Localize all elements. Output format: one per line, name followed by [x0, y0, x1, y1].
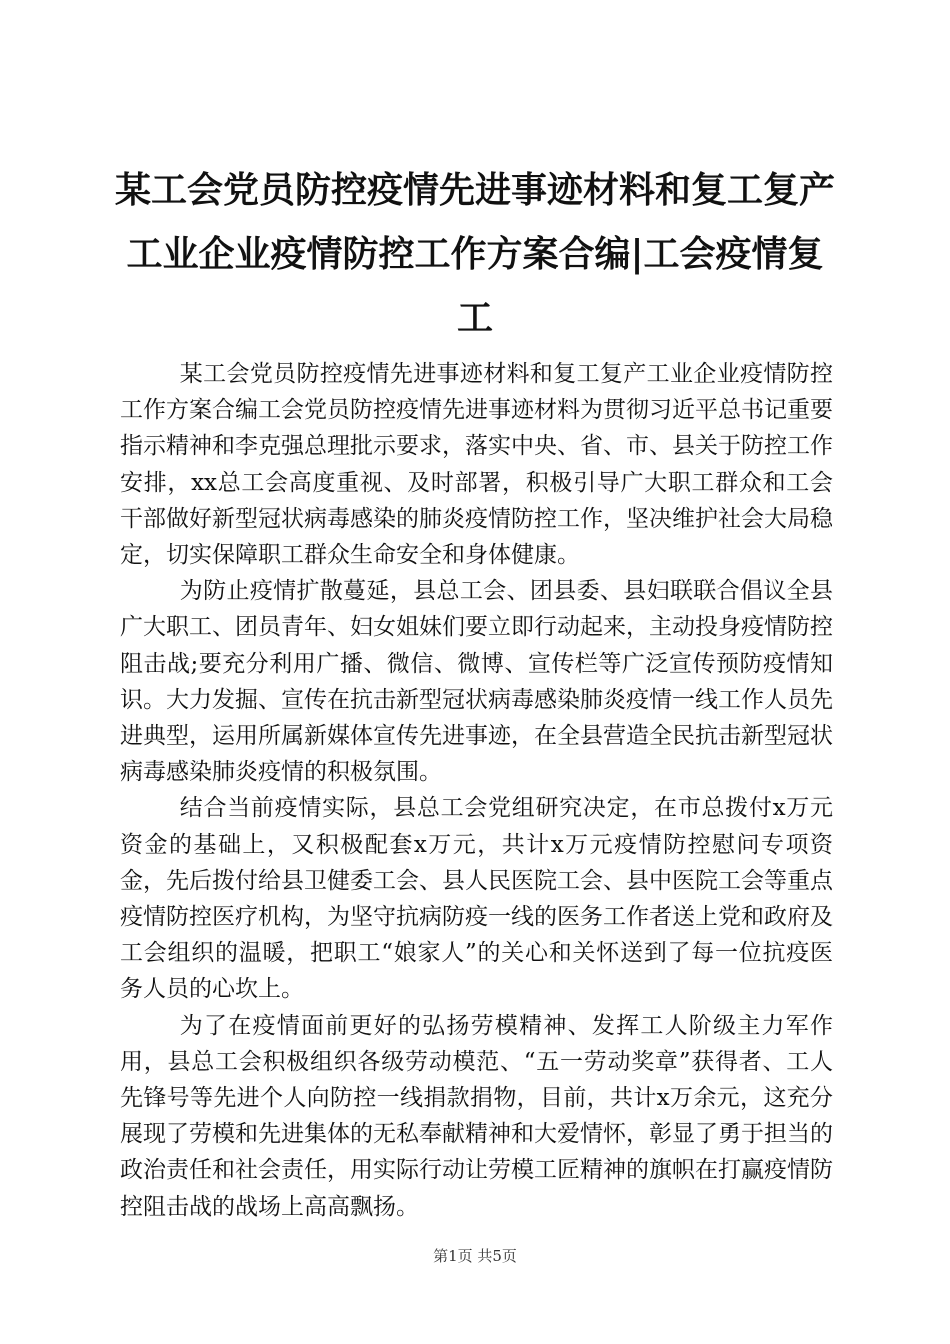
page-number-footer: 第1页 共5页	[433, 1247, 517, 1265]
paragraph-2: 为防止疫情扩散蔓延，县总工会、团县委、县妇联联合倡议全县广大职工、团员青年、妇女姐妹们要立即行动起来，主动投身疫情防控阻击战;要充分利用广播、微信、微博、宣传栏等广泛宣传预防疫情知识。大力发掘、宣传在抗击新型冠状病毒感染肺炎疫情一线工作人员先进典型，运用所属新媒体宣传先进事迹，在全县营造全民抗击新型冠状病毒感染肺炎疫情的积极氛围。	[120, 578, 833, 786]
paragraph-4: 为了在疫情面前更好的弘扬劳模精神、发挥工人阶级主力军作用，县总工会积极组织各级劳动模范、“五一劳动奖章”获得者、工人先锋号等先进个人向防控一线捐款捐物，目前，共计x万余元，这充分展现了劳模和先进集体的无私奉献精神和大爱情怀，彰显了勇于担当的政治责任和社会责任，用实际行动让劳模工匠精神的旗帜在打赢疫情防控阻击战的战场上高高飘扬。	[120, 1012, 833, 1220]
paragraph-1: 某工会党员防控疫情先进事迹材料和复工复产工业企业疫情防控工作方案合编工会党员防控疫情先进事迹材料为贯彻习近平总书记重要指示精神和李克强总理批示要求，落实中央、省、市、县关于防控工作安排，xx总工会高度重视、及时部署，积极引导广大职工群众和工会干部做好新型冠状病毒感染的肺炎疫情防控工作，坚决维护社会大局稳定，切实保障职工群众生命安全和身体健康。	[120, 361, 833, 569]
document-body	[120, 356, 833, 1225]
document-title: 某工会党员防控疫情先进事迹材料和复工复产工业企业疫情防控工作方案合编|工会疫情复工	[114, 169, 835, 339]
paragraph-3: 结合当前疫情实际，县总工会党组研究决定，在市总拨付x万元资金的基础上，又积极配套x万元，共计x万元疫情防控慰问专项资金，先后拨付给县卫健委工会、县人民医院工会、县中医院工会等重点疫情防控医疗机构，为坚守抗病防疫一线的医务工作者送上党和政府及工会组织的温暖，把职工“娘家人”的关心和关怀送到了每一位抗疫医务人员的心坎上。	[120, 795, 833, 1003]
